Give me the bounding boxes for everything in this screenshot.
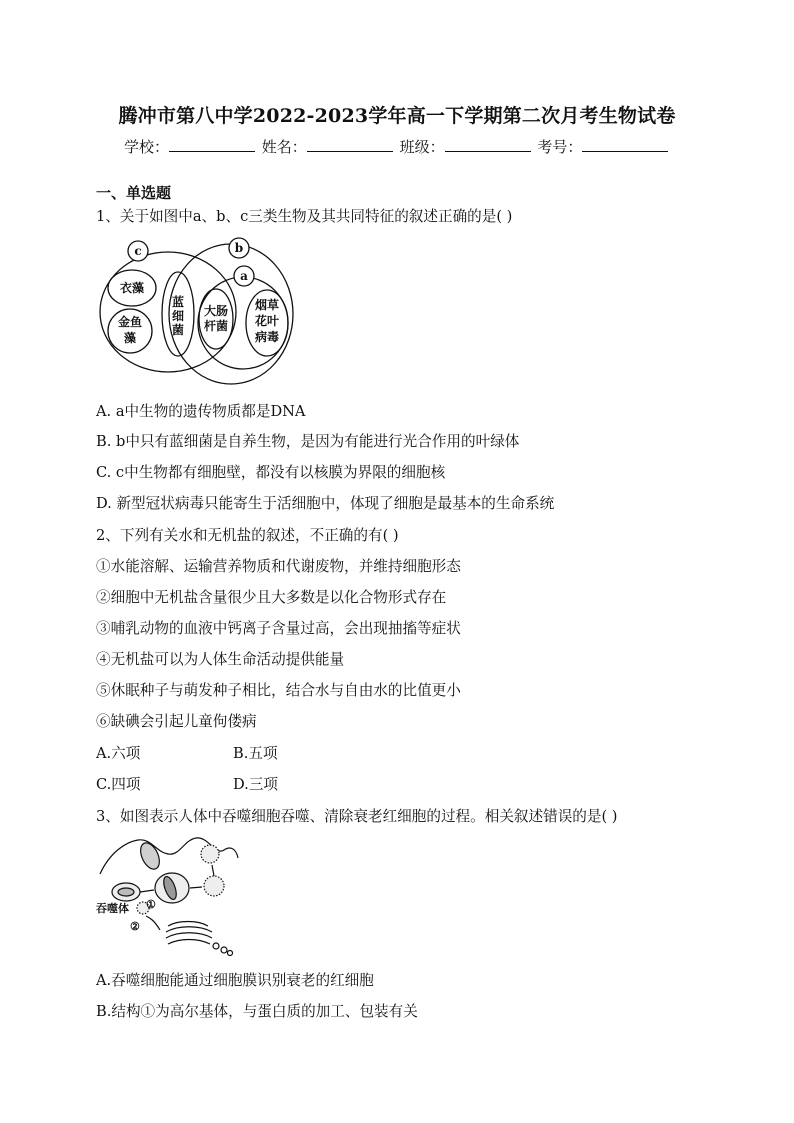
q3-option-b[interactable]: B.结构①为高尔基体，与蛋白质的加工、包装有关 bbox=[96, 1003, 418, 1020]
label-c: c bbox=[134, 244, 142, 258]
label-xi: 细 bbox=[171, 309, 185, 323]
q2-item-3: ③哺乳动物的血液中钙离子含量过高，会出现抽搐等症状 bbox=[96, 620, 461, 637]
q1-venn-diagram bbox=[96, 236, 296, 391]
label-bingdu: 病毒 bbox=[254, 330, 280, 344]
q3-phagocytosis-diagram bbox=[96, 834, 246, 964]
label-jun: 菌 bbox=[171, 323, 185, 337]
q2-option-c[interactable]: C.四项 bbox=[96, 776, 141, 793]
exam-title: 腾冲市第八中学2022-2023学年高一下学期第二次月考生物试卷 bbox=[118, 105, 676, 127]
name-blank[interactable] bbox=[307, 137, 393, 152]
vesicle-top bbox=[201, 845, 219, 863]
arrow-1 bbox=[140, 890, 154, 892]
q2-option-b[interactable]: B.五项 bbox=[233, 745, 278, 762]
label-jinyu: 金鱼 bbox=[117, 315, 143, 329]
arrow-golgi bbox=[146, 916, 160, 930]
school-label: 学校： bbox=[124, 138, 170, 156]
q2-item-4: ④无机盐可以为人体生命活动提供能量 bbox=[96, 651, 345, 668]
q1-stem: 1、关于如图中a、b、c三类生物及其共同特征的叙述正确的是( ) bbox=[96, 208, 513, 225]
label-num2: ② bbox=[130, 920, 140, 933]
q1-option-d[interactable]: D. 新型冠状病毒只能寄生于活细胞中，体现了细胞是最基本的生命系统 bbox=[96, 495, 555, 512]
q2-stem: 2、下列有关水和无机盐的叙述，不正确的有( ) bbox=[96, 527, 399, 544]
label-dachang: 大肠 bbox=[203, 304, 229, 318]
label-lan: 蓝 bbox=[171, 295, 185, 309]
id-label: 考号： bbox=[537, 138, 583, 156]
label-a: a bbox=[240, 269, 248, 283]
id-blank[interactable] bbox=[582, 137, 668, 152]
q3-option-a[interactable]: A.吞噬细胞能通过细胞膜识别衰老的红细胞 bbox=[96, 972, 374, 989]
red-blood-cell-outside bbox=[137, 840, 163, 872]
label-yancao: 烟草 bbox=[254, 298, 280, 312]
q1-option-b[interactable]: B. b中只有蓝细菌是自养生物，是因为有能进行光合作用的叶绿体 bbox=[96, 433, 520, 450]
q2-item-2: ②细胞中无机盐含量很少且大多数是以化合物形式存在 bbox=[96, 589, 447, 606]
label-huaye: 花叶 bbox=[254, 314, 280, 328]
label-tunshiti: 吞噬体 bbox=[96, 902, 129, 915]
q2-option-d[interactable]: D.三项 bbox=[233, 776, 279, 793]
arrow-3 bbox=[212, 865, 214, 876]
label-zao: 藻 bbox=[123, 331, 137, 345]
label-ganjun: 杆菌 bbox=[203, 319, 229, 333]
q3-stem: 3、如图表示人体中吞噬细胞吞噬、清除衰老红细胞的过程。相关叙述错误的是( ) bbox=[96, 808, 618, 825]
label-b: b bbox=[234, 241, 244, 255]
name-label: 姓名： bbox=[261, 138, 307, 156]
golgi-1 bbox=[168, 922, 208, 927]
arrow-2 bbox=[190, 887, 202, 888]
q1-option-a[interactable]: A. a中生物的遗传物质都是DNA bbox=[96, 403, 306, 420]
q2-item-5: ⑤休眠种子与萌发种子相比，结合水与自由水的比值更小 bbox=[96, 682, 461, 699]
class-blank[interactable] bbox=[445, 137, 531, 152]
vesicle-right bbox=[204, 876, 224, 896]
label-yizao: 衣藻 bbox=[119, 281, 145, 295]
label-num1: ① bbox=[146, 898, 156, 911]
class-label: 班级： bbox=[399, 138, 445, 156]
q2-option-a[interactable]: A.六项 bbox=[96, 745, 141, 762]
section-heading: 一、单选题 bbox=[96, 184, 172, 202]
q1-option-c[interactable]: C. c中生物都有细胞壁，都没有以核膜为界限的细胞核 bbox=[96, 464, 446, 481]
school-blank[interactable] bbox=[169, 137, 255, 152]
student-info-line bbox=[124, 136, 670, 157]
q2-item-6: ⑥缺碘会引起儿童佝偻病 bbox=[96, 713, 257, 730]
q2-item-1: ①水能溶解、运输营养物质和代谢废物，并维持细胞形态 bbox=[96, 558, 461, 575]
